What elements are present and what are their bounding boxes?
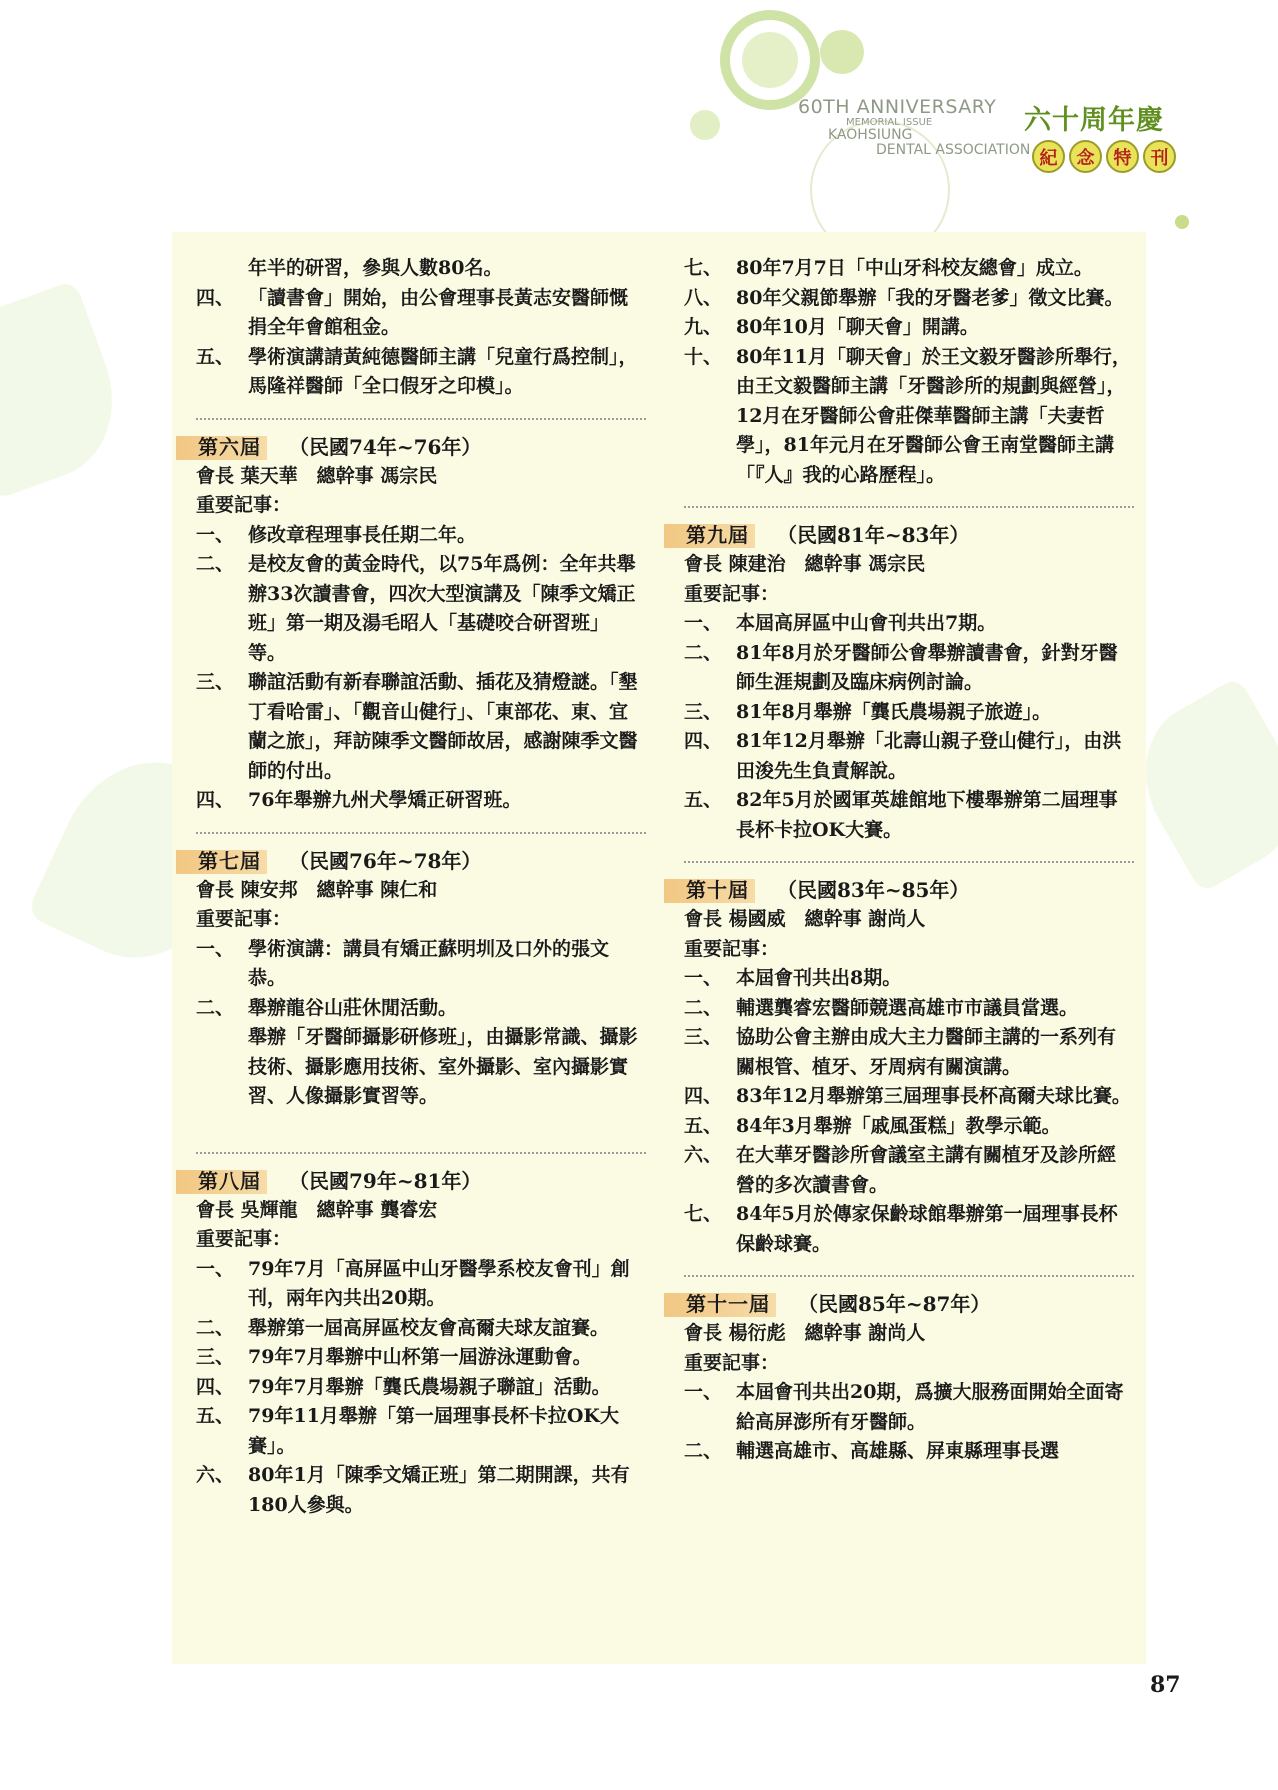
section-tag: 第十一屆 [684, 1289, 776, 1319]
item-number: 六、 [684, 1144, 723, 1166]
deco-circle-dot [1175, 215, 1189, 229]
header-en-line4: DENTAL ASSOCIATION [876, 142, 1031, 159]
list-item [684, 964, 1134, 994]
list-item [684, 254, 1134, 284]
dotted-separator [684, 506, 1134, 508]
records-label: 重要記事： [684, 1351, 780, 1374]
section-heading [684, 1289, 1134, 1319]
item-text: 修改章程理事長任期二年。 [248, 523, 477, 546]
list-item [684, 1023, 1134, 1082]
item-text: 學術演講請黃純德醫師主講「兒童行爲控制」，馬隆祥醫師「全口假牙之印模」。 [248, 345, 638, 397]
item-text: 81年12月舉辦「北壽山親子登山健行」，由洪田浚先生負責解說。 [736, 730, 1122, 782]
item-text: 本屆會刊共出8期。 [736, 967, 902, 989]
item-number: 二、 [684, 1440, 723, 1462]
item-text: 舉辦龍谷山莊休閒活動。 [248, 996, 458, 1019]
list-item [684, 727, 1134, 786]
header-english-title [798, 98, 1038, 158]
list-item [196, 1255, 646, 1314]
section-officers: 會長 陳安邦 總幹事 陳仁和 [196, 878, 438, 901]
seal-char: 念 [1069, 140, 1102, 173]
item-number: 二、 [684, 641, 723, 664]
section-tag: 第六屆 [196, 432, 267, 462]
list-item [196, 1461, 646, 1520]
item-number: 七、 [684, 257, 723, 279]
section-heading [196, 1166, 646, 1196]
item-text: 79年7月舉辦中山杯第一屆游泳運動會。 [248, 1346, 592, 1368]
item-number: 四、 [684, 730, 723, 752]
item-text: 協助公會主辦由成大主力醫師主講的一系列有關根管、植牙、牙周病有關演講。 [736, 1026, 1117, 1078]
dotted-separator [196, 418, 646, 420]
section-officers: 會長 吳輝龍 總幹事 龔睿宏 [196, 1198, 438, 1221]
seal-char: 紀 [1032, 140, 1065, 173]
left-intro-text: 年半的研習，參與人數80名。 [248, 257, 503, 279]
list-item [684, 609, 1134, 639]
item-number: 五、 [196, 345, 235, 368]
item-number: 五、 [196, 1405, 235, 1427]
item-number: 七、 [684, 1203, 723, 1225]
section-heading [196, 432, 646, 462]
item-number: 四、 [196, 789, 235, 811]
list-item [684, 698, 1134, 728]
item-text: 輔選龔睿宏醫師競選高雄市市議員當選。 [736, 996, 1079, 1019]
section-tag: 第八屆 [196, 1166, 267, 1196]
item-text: 83年12月舉辦第三屆理事長杯高爾夫球比賽。 [736, 1085, 1131, 1107]
list-item [196, 284, 646, 343]
list-item [684, 639, 1134, 698]
section-tag: 第七屆 [196, 846, 267, 876]
item-number: 五、 [684, 789, 723, 811]
item-number: 二、 [684, 996, 723, 1019]
header-en-line2: MEMORIAL ISSUE [846, 116, 933, 128]
records-label: 重要記事： [196, 1228, 292, 1250]
list-item [196, 994, 646, 1024]
item-number: 三、 [684, 1026, 723, 1048]
item-text: 本屆會刊共出20期，爲擴大服務面開始全面寄給高屏澎所有牙醫師。 [736, 1381, 1124, 1433]
records-label: 重要記事： [684, 582, 780, 605]
list-item [196, 1373, 646, 1403]
item-number: 十、 [684, 345, 723, 368]
seal-char: 刊 [1143, 140, 1176, 173]
section-period: （民國79年~81年） [289, 1168, 482, 1193]
list-item [684, 1112, 1134, 1142]
list-item [684, 343, 1134, 491]
deco-circle-inner [742, 32, 798, 88]
section-officers: 會長 葉天華 總幹事 馮宗民 [196, 464, 438, 487]
section-period: （民國85年~87年） [798, 1292, 991, 1316]
list-item [196, 668, 646, 786]
item-number: 三、 [196, 671, 235, 693]
item-number: 五、 [684, 1114, 723, 1137]
item-text: 84年3月舉辦「戚風蛋糕」教學示範。 [736, 1114, 1061, 1137]
list-item [196, 521, 646, 551]
item-text: 是校友會的黃金時代，以75年爲例：全年共舉辦33次讀書會，四次大型演講及「陳季文矯正班」第一期及湯毛昭人「基礎咬合研習班」等。 [248, 553, 636, 664]
item-extra-text: 舉辦「牙醫師攝影研修班」，由攝影常識、攝影技術、攝影應用技術、室外攝影、室內攝影實習、人像攝影實習等。 [248, 1026, 638, 1107]
section-tag: 第十屆 [684, 875, 755, 905]
section-period: （民國83年~85年） [777, 878, 970, 902]
item-text: 79年7月「高屏區中山牙醫學系校友會刊」創刊，兩年內共出20期。 [248, 1257, 630, 1309]
list-item [196, 1343, 646, 1373]
records-label: 重要記事： [196, 908, 292, 930]
section-officers: 會長 楊衍彪 總幹事 謝尚人 [684, 1322, 926, 1344]
item-number: 九、 [684, 316, 723, 338]
item-text: 84年5月於傳家保齡球館舉辦第一屆理事長杯保齡球賽。 [736, 1203, 1118, 1255]
deco-circle-small [690, 110, 720, 140]
item-number: 二、 [196, 553, 235, 575]
item-text: 舉辦第一屆高屏區校友會高爾夫球友誼賽。 [248, 1316, 610, 1339]
records-label: 重要記事： [684, 937, 780, 960]
list-item [684, 786, 1134, 845]
section-heading [684, 875, 1134, 905]
deco-circle-medium [820, 30, 864, 74]
item-text: 81年8月舉辦「龔氏農場親子旅遊」。 [736, 700, 1052, 723]
list-item [684, 313, 1134, 343]
item-number: 二、 [196, 996, 235, 1019]
item-text: 80年父親節舉辦「我的牙醫老爹」徵文比賽。 [736, 286, 1124, 309]
item-number: 四、 [196, 1375, 235, 1398]
item-text: 本屆高屏區中山會刊共出7期。 [736, 612, 997, 634]
list-item [684, 284, 1134, 314]
section-period: （民國76年~78年） [289, 848, 482, 873]
item-text: 在大華牙醫診所會議室主講有關植牙及診所經營的多次讀書會。 [736, 1144, 1117, 1196]
background-leaf-decoration [0, 280, 136, 500]
list-item [196, 550, 646, 668]
section-heading [196, 846, 646, 876]
list-item [684, 994, 1134, 1024]
list-item [684, 1141, 1134, 1200]
item-text: 79年7月舉辦「龔氏農場親子聯誼」活動。 [248, 1375, 611, 1398]
item-text: 79年11月舉辦「第一屆理事長杯卡拉OK大賽」。 [248, 1405, 619, 1457]
item-number: 一、 [196, 1257, 235, 1280]
section-period: （民國81年~83年） [777, 523, 970, 547]
item-number: 二、 [196, 1316, 235, 1339]
item-number: 四、 [684, 1085, 723, 1107]
item-text: 80年1月「陳季文矯正班」第二期開課，共有180人參與。 [248, 1464, 630, 1516]
item-number: 一、 [196, 523, 235, 546]
dotted-separator [196, 832, 646, 834]
section-tag: 第九屆 [684, 520, 755, 550]
item-number: 一、 [684, 967, 723, 989]
list-item [684, 1437, 1134, 1467]
item-text: 81年8月於牙醫師公會舉辦讀書會，針對牙醫師生涯規劃及臨床病例討論。 [736, 641, 1118, 693]
item-number: 八、 [684, 286, 723, 309]
page-number: 87 [1150, 1672, 1181, 1698]
section-heading [684, 520, 1134, 550]
item-number: 六、 [196, 1464, 235, 1486]
item-text: 80年10月「聊天會」開講。 [736, 316, 979, 338]
list-item [196, 1402, 646, 1461]
header-chinese-title: 六十周年慶 [1024, 105, 1164, 136]
dotted-separator [684, 1275, 1134, 1277]
item-text: 82年5月於國軍英雄館地下樓舉辦第二屆理事長杯卡拉OK大賽。 [736, 789, 1118, 841]
item-text: 80年11月「聊天會」於王文毅牙醫診所舉行，由王文毅醫師主講「牙醫診所的規劃與經營」，12月在牙醫師公會莊傑華醫師主講「夫妻哲學」，81年元月在牙醫師公會王南堂醫師主講「『人』我的心路歷程」。 [736, 345, 1131, 486]
item-number: 一、 [196, 937, 235, 960]
item-number: 四、 [196, 286, 235, 309]
section-period: （民國74年~76年） [289, 434, 482, 459]
right-column [684, 254, 1134, 1467]
list-item [684, 1200, 1134, 1259]
records-label: 重要記事： [196, 494, 292, 516]
seal-char: 特 [1106, 140, 1139, 173]
item-text: 76年舉辦九州犬學矯正研習班。 [248, 789, 522, 811]
item-number: 三、 [196, 1346, 235, 1368]
header-en-line3: KAOHSIUNG [828, 127, 913, 144]
item-text: 聯誼活動有新春聯誼活動、插花及猜燈謎。「墾丁看哈雷」、「觀音山健行」、「東部花、東、宜蘭之旅」，拜訪陳季文醫師故居，感謝陳季文醫師的付出。 [248, 671, 638, 782]
item-text: 輔選高雄市、高雄縣、屏東縣理事長選 [736, 1440, 1060, 1462]
dotted-separator [684, 861, 1134, 863]
item-number: 一、 [684, 612, 723, 634]
list-item [196, 786, 646, 816]
header-en-line1: 60TH ANNIVERSARY [798, 96, 997, 118]
list-item [196, 935, 646, 994]
item-number: 三、 [684, 700, 723, 723]
left-column [196, 254, 646, 1520]
dotted-separator [196, 1152, 646, 1154]
list-item [684, 1082, 1134, 1112]
list-item [196, 343, 646, 402]
list-item [196, 1314, 646, 1344]
header-seal-row [1032, 140, 1176, 173]
item-text: 80年7月7日「中山牙科校友總會」成立。 [736, 257, 1093, 279]
item-number: 一、 [684, 1381, 723, 1403]
item-text: 學術演講：講員有矯正蘇明圳及口外的張文恭。 [248, 937, 610, 989]
item-text: 「讀書會」開始，由公會理事長黃志安醫師慨捐全年會館租金。 [248, 286, 629, 338]
section-officers: 會長 陳建治 總幹事 馮宗民 [684, 553, 926, 575]
section-officers: 會長 楊國威 總幹事 謝尚人 [684, 908, 926, 930]
list-item [684, 1378, 1134, 1437]
